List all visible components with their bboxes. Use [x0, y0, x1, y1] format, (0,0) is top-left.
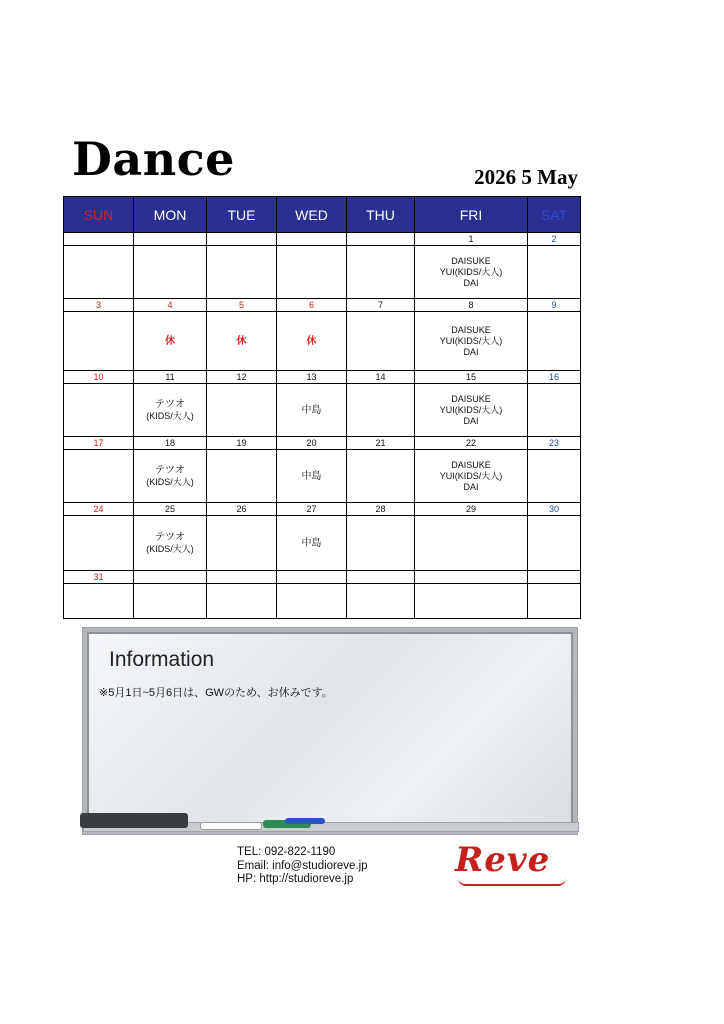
day-number: [277, 233, 347, 246]
weekday-thu: THU: [347, 197, 415, 233]
schedule-cell: [64, 312, 134, 371]
day-number: 10: [64, 371, 134, 384]
schedule-cell: [134, 450, 207, 503]
schedule-cell: [134, 312, 207, 371]
schedule-cell: [528, 516, 581, 571]
day-number-row: [64, 233, 581, 246]
schedule-cell: [207, 450, 277, 503]
instructor-label: DAISUKE: [451, 393, 491, 404]
day-number: 4: [134, 299, 207, 312]
day-number: 2: [528, 233, 581, 246]
schedule-cell: [277, 584, 347, 619]
schedule-cell: [415, 450, 528, 503]
schedule-cell: [415, 516, 528, 571]
day-number: [134, 233, 207, 246]
instructor-label: DAI: [463, 481, 479, 492]
day-number: [207, 571, 277, 584]
closed-label: 休: [306, 335, 317, 347]
day-number: 19: [207, 437, 277, 450]
day-number: [207, 233, 277, 246]
schedule-row: [64, 384, 581, 437]
schedule-row: [64, 312, 581, 371]
schedule-cell: [277, 450, 347, 503]
day-number: 14: [347, 371, 415, 384]
day-number: 9: [528, 299, 581, 312]
contact-email: Email: info@studioreve.jp: [237, 859, 368, 872]
schedule-row: [64, 246, 581, 299]
day-number: 3: [64, 299, 134, 312]
instructor-label: 中島: [301, 404, 322, 416]
schedule-cell: [415, 312, 528, 371]
day-number: 22: [415, 437, 528, 450]
schedule-cell: [64, 584, 134, 619]
weekday-sat: SAT: [528, 197, 581, 233]
schedule-cell: [528, 450, 581, 503]
marker-icon: [200, 822, 262, 830]
day-number: 18: [134, 437, 207, 450]
day-number-row: [64, 437, 581, 450]
day-number: 5: [207, 299, 277, 312]
information-board: [83, 628, 577, 834]
instructor-label: YUI(KIDS/大人): [439, 470, 503, 481]
schedule-cell: [64, 246, 134, 299]
instructor-label: テツオ: [155, 465, 185, 476]
day-number: 31: [64, 571, 134, 584]
schedule-cell: [277, 312, 347, 371]
weekday-fri: FRI: [415, 197, 528, 233]
day-number: 27: [277, 503, 347, 516]
schedule-row: [64, 450, 581, 503]
instructor-label: YUI(KIDS/大人): [439, 266, 503, 277]
day-number: 17: [64, 437, 134, 450]
schedule-cell: [64, 384, 134, 437]
day-number: 15: [415, 371, 528, 384]
instructor-label: YUI(KIDS/大人): [439, 335, 503, 346]
schedule-cell: [347, 312, 415, 371]
instructor-label: DAI: [463, 277, 479, 288]
day-number: 11: [134, 371, 207, 384]
instructor-label: YUI(KIDS/大人): [439, 404, 503, 415]
contact-info: [237, 846, 368, 887]
schedule-cell: [415, 584, 528, 619]
day-number: 30: [528, 503, 581, 516]
closed-label: 休: [236, 335, 247, 347]
day-number: 23: [528, 437, 581, 450]
page-title: Dance: [72, 132, 235, 186]
day-number: 28: [347, 503, 415, 516]
weekday-mon: MON: [134, 197, 207, 233]
day-number: [347, 571, 415, 584]
instructor-label: DAI: [463, 415, 479, 426]
schedule-cell: [207, 312, 277, 371]
day-number: 7: [347, 299, 415, 312]
schedule-cell: [528, 246, 581, 299]
contact-tel: TEL: 092-822-1190: [237, 846, 336, 858]
instructor-label: (KIDS/大人): [146, 411, 194, 421]
schedule-cell: [207, 516, 277, 571]
schedule-cell: [347, 450, 415, 503]
closed-label: 休: [165, 335, 175, 347]
instructor-label: テツオ: [155, 532, 185, 543]
information-title: Information: [109, 648, 215, 671]
day-number: [415, 571, 528, 584]
schedule-cell: [134, 384, 207, 437]
day-number: 16: [528, 371, 581, 384]
schedule-cell: [277, 516, 347, 571]
weekday-wed: WED: [277, 197, 347, 233]
schedule-row: [64, 516, 581, 571]
schedule-cell: [347, 516, 415, 571]
day-number: 21: [347, 437, 415, 450]
calendar-table: [63, 196, 581, 619]
schedule-cell: [347, 246, 415, 299]
day-number: 1: [415, 233, 528, 246]
studio-logo: Reve: [455, 840, 551, 880]
day-number-row: [64, 503, 581, 516]
weekday-sun: SUN: [64, 197, 134, 233]
schedule-cell: [207, 384, 277, 437]
schedule-cell: [347, 384, 415, 437]
schedule-cell: [528, 312, 581, 371]
schedule-cell: [415, 384, 528, 437]
contact-hp: HP: http://studioreve.jp: [237, 873, 354, 885]
schedule-cell: [134, 246, 207, 299]
day-number: 20: [277, 437, 347, 450]
day-number: 26: [207, 503, 277, 516]
eraser-icon: [80, 813, 188, 828]
day-number-row: [64, 371, 581, 384]
logo-swash: [458, 878, 566, 886]
schedule-cell: [415, 246, 528, 299]
instructor-label: DAISUKE: [451, 324, 491, 335]
schedule-cell: [277, 384, 347, 437]
day-number: [64, 233, 134, 246]
schedule-cell: [207, 246, 277, 299]
day-number: 25: [134, 503, 207, 516]
instructor-label: DAISUKE: [451, 255, 491, 266]
schedule-row: [64, 584, 581, 619]
day-number-row: [64, 571, 581, 584]
instructor-label: (KIDS/大人): [146, 477, 194, 487]
schedule-cell: [277, 246, 347, 299]
day-number: 12: [207, 371, 277, 384]
day-number: [347, 233, 415, 246]
day-number: [134, 571, 207, 584]
day-number: 24: [64, 503, 134, 516]
schedule-cell: [528, 384, 581, 437]
schedule-cell: [347, 584, 415, 619]
instructor-label: DAISUKE: [451, 459, 491, 470]
instructor-label: (KIDS/大人): [146, 544, 194, 554]
weekday-tue: TUE: [207, 197, 277, 233]
schedule-cell: [64, 450, 134, 503]
schedule-cell: [134, 516, 207, 571]
schedule-cell: [207, 584, 277, 619]
information-note: ※5月1日~5月6日は、GWのため、お休みです。: [99, 687, 333, 699]
instructor-label: 中島: [301, 470, 322, 482]
marker-icon: [285, 818, 325, 824]
day-number: [528, 571, 581, 584]
month-label: 2026 5 May: [474, 165, 578, 189]
instructor-label: DAI: [463, 346, 479, 357]
day-number: 6: [277, 299, 347, 312]
day-number-row: [64, 299, 581, 312]
instructor-label: テツオ: [155, 399, 185, 410]
day-number: [277, 571, 347, 584]
schedule-cell: [64, 516, 134, 571]
day-number: 13: [277, 371, 347, 384]
calendar-body: [64, 233, 581, 619]
schedule-cell: [528, 584, 581, 619]
schedule-cell: [134, 584, 207, 619]
instructor-label: 中島: [301, 537, 322, 549]
weekday-header-row: [64, 197, 581, 233]
day-number: 8: [415, 299, 528, 312]
day-number: 29: [415, 503, 528, 516]
